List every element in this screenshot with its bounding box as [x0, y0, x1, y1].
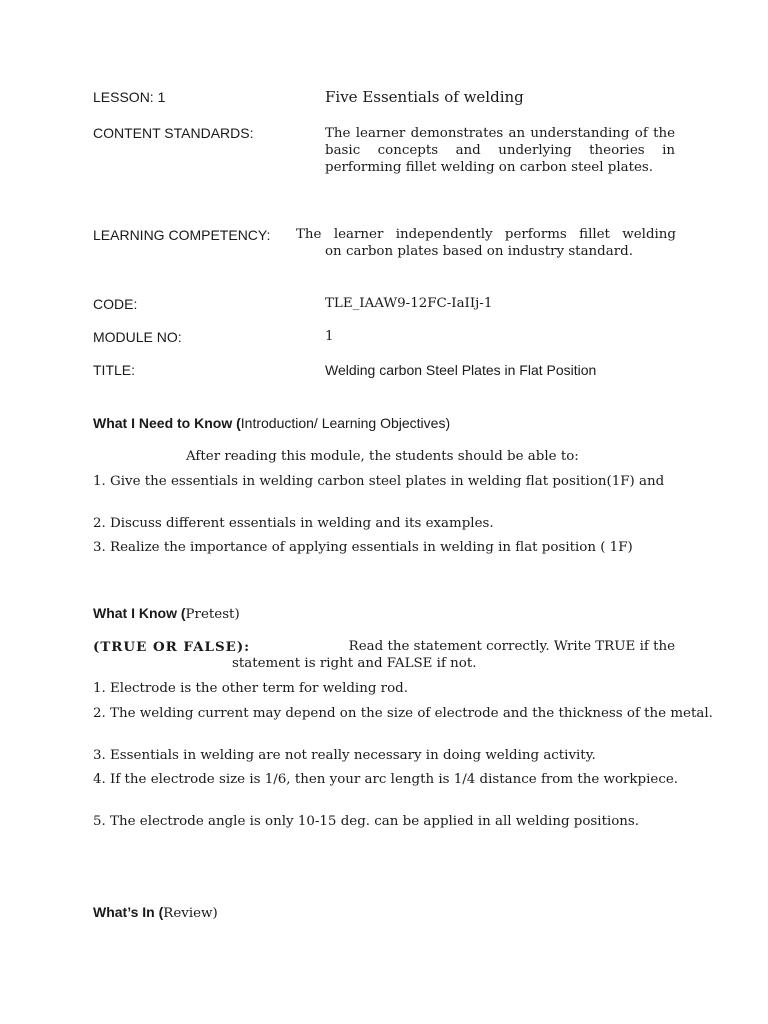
objective-2: 2. Discuss different essentials in welding and its examples. [93, 516, 494, 531]
pretest-instruction-line1 [93, 639, 675, 655]
title-label: TITLE: [93, 362, 136, 378]
learning-competency-label: LEARNING COMPETENCY: [93, 227, 271, 243]
objective-1: 1. Give the essentials in welding carbon steel plates in welding flat position(1F) and [93, 474, 665, 489]
what-i-know-heading-bold: What I Know ( [93, 605, 186, 621]
code-label: CODE: [93, 296, 138, 312]
pretest-instruction-text: Read the statement correctly. Write TRUE if the [348, 639, 675, 654]
need-to-know-heading-bold: What I Need to Know ( [93, 415, 241, 431]
pretest-item-2: 2. The welding current may depend on the size of electrode and the thickness of the metal. [93, 706, 713, 721]
pretest-item-5: 5. The electrode angle is only 10-15 deg. can be applied in all welding positions. [93, 814, 640, 829]
content-standards-label: CONTENT STANDARDS: [93, 125, 254, 141]
content-standards-text: The learner demonstrates an understanding of the basic concepts and underlying theories in performing fillet welding on carbon steel plates. [325, 126, 675, 175]
pretest-item-1: 1. Electrode is the other term for welding rod. [93, 681, 408, 696]
objectives-intro: After reading this module, the students should be able to: [186, 449, 579, 464]
whats-in-heading-rest: Review) [163, 906, 218, 921]
lesson-title: Five Essentials of welding [325, 88, 524, 106]
learning-competency-text-line2: on carbon plates based on industry standard. [325, 244, 633, 259]
objective-3: 3. Realize the importance of applying essentials in welding in flat position ( 1F) [93, 540, 633, 555]
pretest-instruction-bold: (TRUE OR FALSE): [93, 639, 251, 655]
whats-in-heading [93, 904, 218, 921]
whats-in-heading-bold: What’s In ( [93, 904, 164, 920]
what-i-know-heading [93, 605, 240, 622]
code-value: TLE_IAAW9-12FC-IaIIj-1 [325, 296, 493, 311]
learning-competency-text-line1: The learner independently performs fillet welding [296, 227, 676, 242]
title-value: Welding carbon Steel Plates in Flat Position [325, 362, 597, 378]
pretest-instruction-line2: statement is right and FALSE if not. [232, 656, 477, 671]
need-to-know-heading [93, 415, 450, 431]
need-to-know-heading-rest: Introduction/ Learning Objectives) [240, 415, 451, 431]
pretest-item-3: 3. Essentials in welding are not really necessary in doing welding activity. [93, 748, 596, 763]
module-no-label: MODULE NO: [93, 329, 182, 345]
what-i-know-heading-rest: Pretest) [185, 607, 240, 622]
lesson-label: LESSON: 1 [93, 89, 166, 105]
pretest-item-4: 4. If the electrode size is 1/6, then your arc length is 1/4 distance from the workpiece. [93, 772, 679, 787]
module-no-value: 1 [325, 329, 334, 344]
